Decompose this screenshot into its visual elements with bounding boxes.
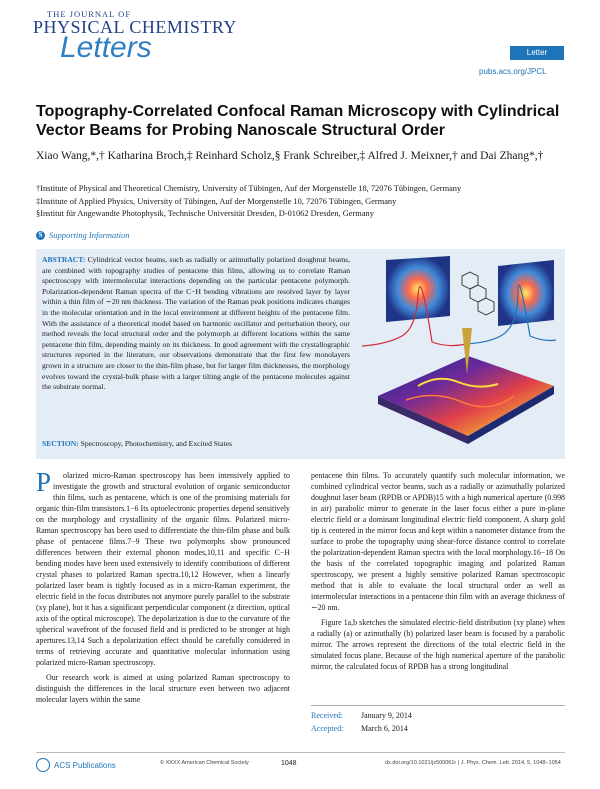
publisher-logo[interactable]	[36, 758, 116, 772]
body-column-right	[311, 470, 565, 676]
journal-url[interactable]: pubs.acs.org/JPCL	[479, 67, 547, 76]
section-label: SECTION:	[42, 439, 79, 448]
supporting-information-link[interactable]	[36, 230, 130, 240]
citation-line[interactable]: dx.doi.org/10.1021/jz500061r | J. Phys. Chem. Lett. 2014, 5, 1048−1054	[385, 760, 561, 766]
abstract-text: Cylindrical vector beams, such as radially or azimuthally polarized doughnut beams, are combined with topography studies of pentacene thin films, allowing us to correlate Raman spectroscopy with intermolecular interactions depending on the particular pentacene polymorph. Polarization-dependent Raman spectra of the C−H bending vibrations are resolved layer by layer within a thin film of ∼20 nm thickness. The variation of the Raman peak positions indicates changes in the molecular orientation and in the local environment at different heights of the pentacene film. With the assistance of a theoretical model based on harmonic oscillator and perturbation theory, our method reveals the local structural order and the polymorph at different locations within the same pentacene thin film, depending mainly on its thickness. In good agreement with the crystallographic structures reported in the literature, our observations demonstrate that the first few monolayers grown in a structure are closer to the thin-film phase, but for larger film thicknesses, the morphology evolves toward the crystal-bulk phase with a larger tilting angle of the pentacene molecules against the substrate normal.	[42, 255, 350, 392]
affiliation-3: §Institut für Angewandte Photophysik, Technische Universität Dresden, D-01062 Dresden, Germany	[36, 209, 374, 218]
publisher-name: ACS Publications	[54, 760, 116, 770]
received-label: Received:	[311, 711, 343, 720]
accepted-label: Accepted:	[311, 724, 344, 733]
article-type-badge: Letter	[510, 46, 564, 60]
toc-graphic	[358, 256, 558, 446]
acs-logo-icon	[36, 758, 50, 772]
body-paragraph: Our research work is aimed at using polarized Raman spectroscopy to distinguish the differences in the local structure even between two adjacent molecular layers within the same	[36, 673, 290, 704]
abstract	[42, 255, 350, 393]
affiliation-1: †Institute of Physical and Theoretical Chemistry, University of Tübingen, Auf der Morgenstelle 18, 72076 Tübingen, Germany	[36, 184, 462, 193]
footer-divider	[36, 752, 565, 753]
affiliation-2: ‡Institute of Applied Physics, University of Tübingen, Auf der Morgenstelle 10, 72076 Tübingen, Germany	[36, 196, 397, 206]
accepted-value: March 6, 2014	[361, 724, 408, 733]
received-date	[311, 709, 565, 722]
body-column-left	[36, 467, 290, 709]
journal-name-line3: Letters	[60, 31, 152, 64]
copyright: © XXXX American Chemical Society	[160, 760, 249, 766]
body-paragraph	[36, 467, 290, 668]
abstract-label: ABSTRACT:	[42, 255, 86, 264]
supporting-info-icon: S	[36, 231, 45, 240]
affiliations	[36, 183, 576, 221]
body-paragraph: pentacene thin films. To accurately quantify such molecular information, we combined cylindrical vector beams, such as a radially or azimuthally polarized doughnut laser beam (RPDB or APDB)15 with a high numerical aperture (0.998 in air) parabolic mirror to generate in the laser focus either a pure in-plane electric field or a dominant longitudinal electric field component. A sharp gold tip is centered in the mirror focus and kept within a nanometer distance from the surface to probe the topography using shear-force distance control to correlate the polarization-dependent Raman spectra with the local morphology.16−18 On the basis of the correlated topographic imaging and polarized Raman spectroscopy, we present a highly sensitive polarized Raman spectroscopic method that is able to evaluate the local structural order as well as intermolecular interactions in a pentacene thin film with an average thickness of ∼20 nm.	[311, 471, 565, 612]
topography-surface	[378, 356, 554, 444]
accepted-date	[311, 722, 565, 735]
page-number: 1048	[281, 760, 297, 767]
focus-panel-left	[386, 256, 450, 322]
section-line	[42, 439, 232, 448]
body-text: olarized micro-Raman spectroscopy has been intensively applied to investigate the growth and structural evolution of organic semiconductor thin films, such as pentacene, which is one of the promising materials for organic thin-film transistors.1−6 Its optoelectronic properties depend sensitively on the morphology and crystallinity of the organic films. Polarized micro-Raman spectroscopy has been used to differentiate the thin-film phase and bulk phase of pentacene films.7−9 These two polymorphs show pronounced differences between their external phonon modes,10,11 and specific C−H bending modes have been used extensively to identify contributions of different crystal phases to polarized Raman spectra.10,12 However, when a linearly polarized laser beam is tightly focused as in a micro-Raman experiment, the electric field in the focus distributes not anymore purely parallel to the substrate (xy plane), but it has a significant perpendicular component (z direction, optical axis of the optical microscope). The depolarization is due to the curvature of the spherical wavefront of the focused field and is predicted to be stronger at high apertures.13,14 Such a depolarization effect should be carefully considered in terms of retrieving accurate and quantitative molecular information using polarized micro-Raman spectroscopy.	[36, 471, 290, 667]
section-text: Spectroscopy, Photochemistry, and Excited States	[80, 439, 232, 448]
drop-cap: P	[36, 467, 52, 497]
molecule-icon	[462, 272, 494, 315]
article-title: Topography-Correlated Confocal Raman Microscopy with Cylindrical Vector Beams for Probing Nanoscale Structural Order	[36, 103, 560, 139]
supporting-info-label: Supporting Information	[49, 230, 130, 240]
body-paragraph: Figure 1a,b sketches the simulated electric-field distribution (xy plane) when a radially (a) or azimuthally (b) polarized laser beam is focused by a parabolic mirror. The arrows represent the directions of the total electric field in the simulated focus plane. Because of the high numerical aperture of the parabolic mirror, the calculated focus of RPDB has a strong longitudinal	[311, 618, 565, 671]
publication-dates	[311, 705, 565, 735]
journal-name-line1: THE JOURNAL OF	[47, 9, 132, 19]
received-value: January 9, 2014	[361, 711, 412, 720]
author-list: Xiao Wang,*,† Katharina Broch,‡ Reinhard Scholz,§ Frank Schreiber,‡ Alfred J. Meixner,† and Dai Zhang*,†	[36, 150, 544, 162]
journal-name-line2: PHYSICAL CHEMISTRY	[33, 17, 237, 37]
